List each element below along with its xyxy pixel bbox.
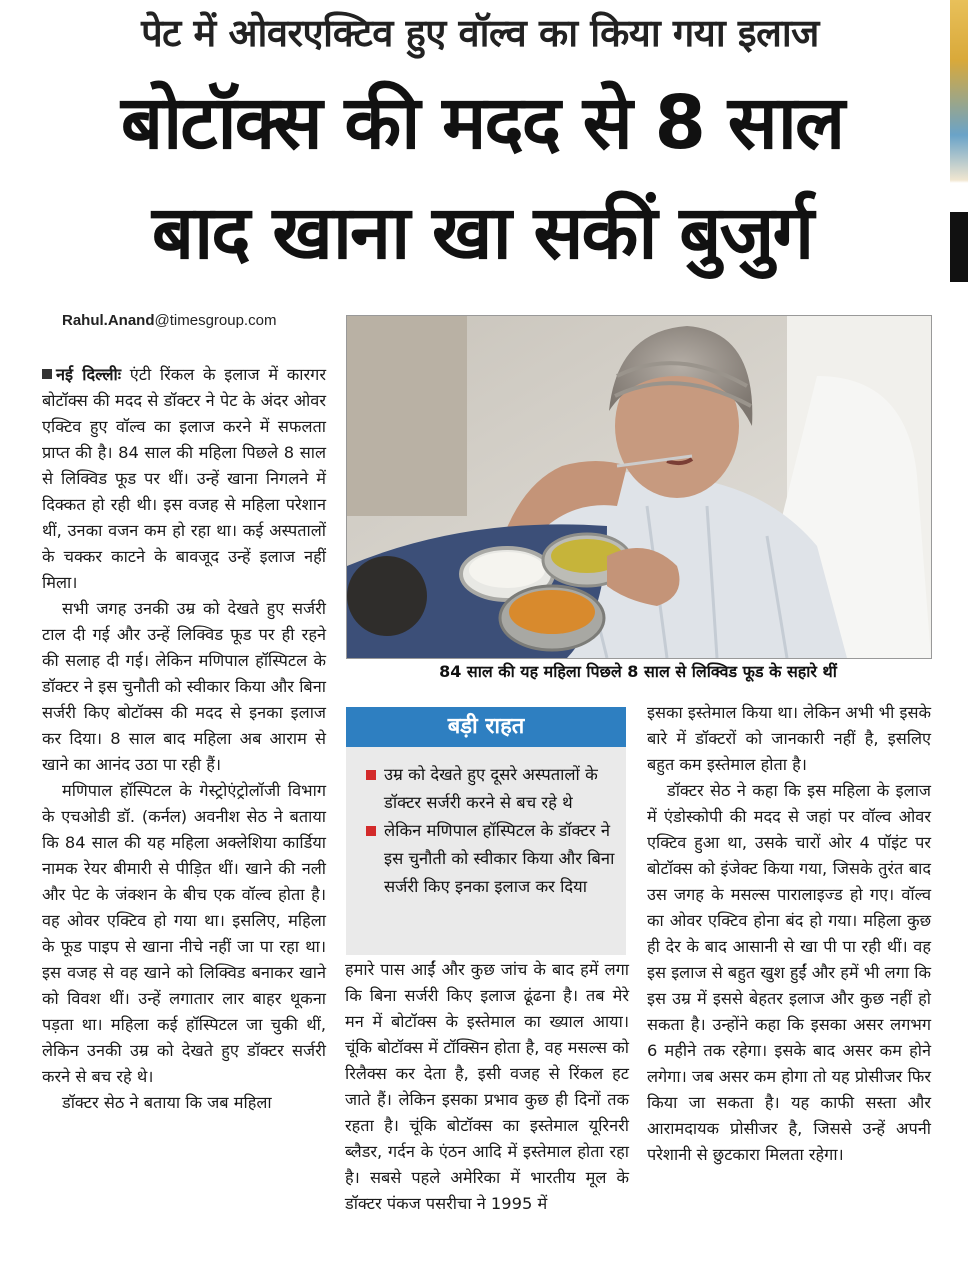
square-bullet-icon (42, 369, 52, 379)
article-paragraph: डॉक्टर सेठ ने कहा कि इस महिला के इलाज में एंडोस्कोपी की मदद से जहां पर वॉल्व ओवर एक्टिव हुआ था, उसके चारों ओर 4 पॉइंट पर बोटॉक्स को इंजेक्ट किया गया, जिसके तुरंत बाद उस जगह के मसल्स पारालाइज्ड हो गए। वॉल्व का ओवर एक्टिव होना बंद हो गया। महिला कुछ ही देर के बाद आसानी से खा पी पा रही थीं। वह इस इलाज से बहुत खुश हुईं और हमें भी लगा कि इस उम्र में इससे बेहतर इलाज और कुछ नहीं हो सकता है। उन्होंने कहा कि इसका असर लगभग 6 महीने तक रहेगा। इसके बाद असर कम होने लगेगा। जब असर कम होगा तो यह प्रोसीजर फिर किया जा सकता है। यह काफी सस्ता और आरामदायक प्रोसीजर है, जिससे उन्हें अपनी परेशानी से छुटकारा मिलता रहेगा। (647, 781, 931, 1164)
photo-caption: 84 साल की यह महिला पिछले 8 साल से लिक्विड फूड के सहारे थीं (439, 662, 837, 681)
adjacent-page-letter-fragment (950, 212, 968, 282)
article-paragraph: इसका इस्तेमाल किया था। लेकिन अभी भी इसके बारे में डॉक्टरों को जानकारी नहीं है, इसलिए बहुत कम इस्तेमाल होता है। (647, 703, 931, 774)
article-column-1 (42, 362, 326, 1116)
article-column-3 (647, 700, 931, 1168)
byline-name: Rahul.Anand (62, 312, 155, 329)
article-column-2 (345, 957, 629, 1217)
byline-domain: @timesgroup.com (154, 312, 277, 329)
kicker-headline: पेट में ओवरएक्टिव हुए वॉल्व का किया गया इलाज (141, 11, 819, 55)
list-item: लेकिन मणिपाल हॉस्पिटल के डॉक्टर ने इस चुनौती को स्वीकार किया और बिना सर्जरी किए इनका इलाज कर दिया (366, 817, 626, 901)
article-paragraph: मणिपाल हॉस्पिटल के गेस्ट्रोएंट्रोलॉजी विभाग के एचओडी डॉ. (कर्नल) अवनीश सेठ ने बताया कि 84 साल की यह महिला अक्लेशिया कार्डिया नामक रेयर बीमारी से पीड़ित थीं। खाने की नली और पेट के जंक्शन के बीच एक वॉल्व होता है। वह ओवर एक्टिव हो गया था। इसलिए, महिला के फूड पाइप से खाना नीचे नहीं जा पा रहा था। इस वजह से वह खाने को लिक्विड बनाकर खाने को विवश थीं। उन्हें लगातार लार बाहर थूकना पड़ता था। महिला कई हॉस्पिटल जा चुकी थीं, लेकिन उनकी उम्र को देखते हुए डॉक्टर सर्जरी करने से बच रहे थे। (42, 781, 326, 1086)
main-headline-line-1: बोटॉक्स की मदद से 8 साल (120, 80, 844, 166)
square-bullet-icon (366, 826, 376, 836)
elderly-woman-eating-photo (346, 315, 932, 659)
highlight-list (346, 761, 626, 901)
article-paragraph: सभी जगह उनकी उम्र को देखते हुए सर्जरी टाल दी गई और उन्हें लिक्विड फूड पर ही रहने की सलाह दी गई। लेकिन मणिपाल हॉस्पिटल के डॉक्टर ने इस चुनौती को स्वीकार किया और बिना सर्जरी किए बोटॉक्स की मदद से इनका इलाज कर दिया। 8 साल बाद महिला अब आराम से खाने का आनंद उठा पा रही हैं। (42, 599, 326, 774)
square-bullet-icon (366, 770, 376, 780)
dateline: नई दिल्लीः (56, 365, 121, 384)
main-headline-line-2: बाद खाना खा सकीं बुजुर्ग (151, 190, 813, 276)
article-paragraph: नई दिल्लीः एंटी रिंकल के इलाज में कारगर बोटॉक्स की मदद से डॉक्टर ने पेट के अंदर ओवर एक्टिव हुए वॉल्व का इलाज करने में सफलता प्राप्त की है। 84 साल की महिला पिछले 8 साल से लिक्विड फूड पर थीं। उन्हें खाना निगलने में दिक्कत हो रही थी। इस वजह से महिला परेशान थीं, उनका वजन कम हो रहा था। कई अस्पतालों के चक्कर काटने के बावजूद उन्हें इलाज नहीं मिला। (42, 365, 326, 592)
highlight-box (346, 707, 626, 955)
list-item: उम्र को देखते हुए दूसरे अस्पतालों के डॉक्टर सर्जरी करने से बच रहे थे (366, 761, 626, 817)
article-paragraph: डॉक्टर सेठ ने बताया कि जब महिला (62, 1093, 272, 1112)
byline (62, 312, 276, 329)
article-paragraph: हमारे पास आईं और कुछ जांच के बाद हमें लगा कि बिना सर्जरी किए इलाज ढूंढना है। तब मेरे मन में बोटॉक्स के इस्तेमाल का ख्याल आया। चूंकि बोटॉक्स में टॉक्सिन होता है, वह मसल्स को रिलैक्स कर देता है, इसी वजह से रिंकल हट जाते हैं। लेकिन इसका प्रभाव कुछ ही दिनों तक रहता है। चूंकि बोटॉक्स का इस्तेमाल यूरिनरी ब्लैडर, गर्दन के एंठन आदि में इस्तेमाल होता रहा है। सबसे पहले अमेरिका में भारतीय मूल के डॉक्टर पंकज पसरीचा ने 1995 में (345, 960, 629, 1213)
highlight-box-title: बड़ी राहत (346, 707, 626, 747)
